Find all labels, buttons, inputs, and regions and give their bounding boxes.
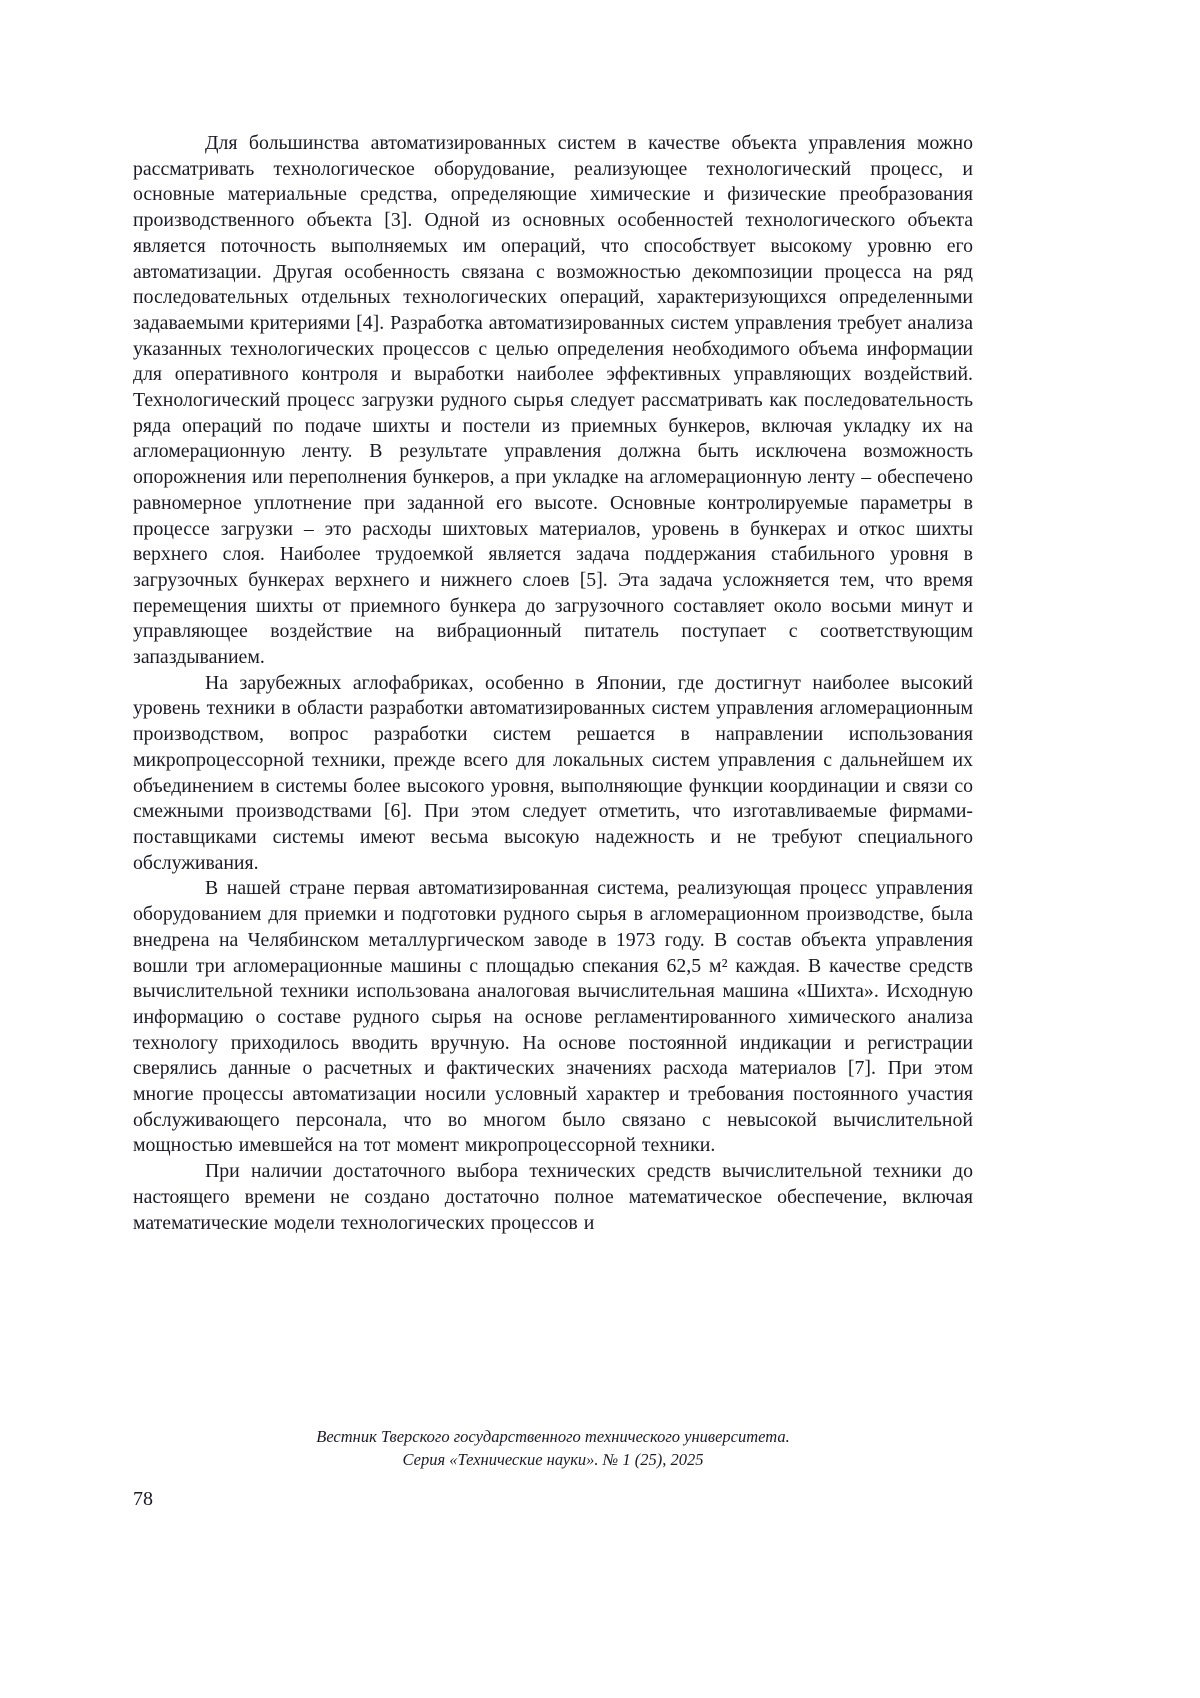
paragraph: В нашей стране первая автоматизированная система, реализующая процесс управления оборудованием для приемки и подготовки рудного сырья в агломерационном производстве, была внедрена на Челябинском металлургическом заводе в 1973 году. В состав объекта управления вошли три агломерационные машины с площадью спекания 62,5 м² каждая. В качестве средств вычислительной техники использована аналоговая вычислительная машина «Шихта». Исходную информацию о составе рудного сырья на основе регламентированного химического анализа технологу приходилось вводить вручную. На основе постоянной индикации и регистрации сверялись данные о расчетных и фактических значениях расхода материалов [7]. При этом многие процессы автоматизации носили условный характер и требования постоянного участия обслуживающего персонала, что во многом было связано с невысокой вычислительной мощностью имевшейся на тот момент микропроцессорной техники. <box>133 877 973 1157</box>
paragraph: При наличии достаточного выбора технических средств вычислительной техники до настоящего времени не создано достаточно полное математическое обеспечение, включая математические модели технологических процессов и <box>133 1160 973 1234</box>
footer-line-2: Серия «Технические науки». № 1 (25), 2025 <box>402 1450 704 1469</box>
journal-footer <box>133 1425 973 1471</box>
paragraph: На зарубежных аглофабриках, особенно в Японии, где достигнут наиболее высокий уровень техники в области разработки автоматизированных систем управления агломерационным производством, вопрос разработки систем решается в направлении использования микропроцессорной техники, прежде всего для локальных систем управления с дальнейшем их объединением в системы более высокого уровня, выполняющие функции координации и связи со смежными производствами [6]. При этом следует отметить, что изготавливаемые фирмами-поставщиками системы имеют весьма высокую надежность и не требуют специального обслуживания. <box>133 671 973 874</box>
paragraph: Для большинства автоматизированных систем в качестве объекта управления можно рассматривать технологическое оборудование, реализующее технологический процесс, и основные материальные средства, определяющие химические и физические преобразования производственного объекта [3]. Одной из основных особенностей технологического объекта является поточность выполняемых им операций, что способствует высокому уровню его автоматизации. Другая особенность связана с возможностью декомпозиции процесса на ряд последовательных отдельных технологических операций, характеризующихся определенными задаваемыми критериями [4]. Разработка автоматизированных систем управления требует анализа указанных технологических процессов с целью определения необходимого объема информации для оперативного контроля и выработки наиболее эффективных управляющих воздействий. Технологический процесс загрузки рудного сырья следует рассматривать как последовательность ряда операций по подаче шихты и постели из приемных бункеров, включая укладку их на агломерационную ленту. В результате управления должна быть исключена возможность опорожнения или переполнения бункеров, а при укладке на агломерационную ленту – обеспечено равномерное уплотнение при заданной его высоте. Основные контролируемые параметры в процессе загрузки – это расходы шихтовых материалов, уровень в бункерах и откос шихты верхнего слоя. Наиболее трудоемкой является задача поддержания стабильного уровня в загрузочных бункерах верхнего и нижнего слоев [5]. Эта задача усложняется тем, что время перемещения шихты от приемного бункера до загрузочного составляет около восьми минут и управляющее воздействие на вибрационный питатель поступает с соответствующим запаздыванием. <box>133 132 973 669</box>
page-number: 78 <box>133 1488 153 1510</box>
article-body <box>133 131 973 1236</box>
footer-line-1: Вестник Тверского государственного технического университета. <box>316 1427 790 1446</box>
